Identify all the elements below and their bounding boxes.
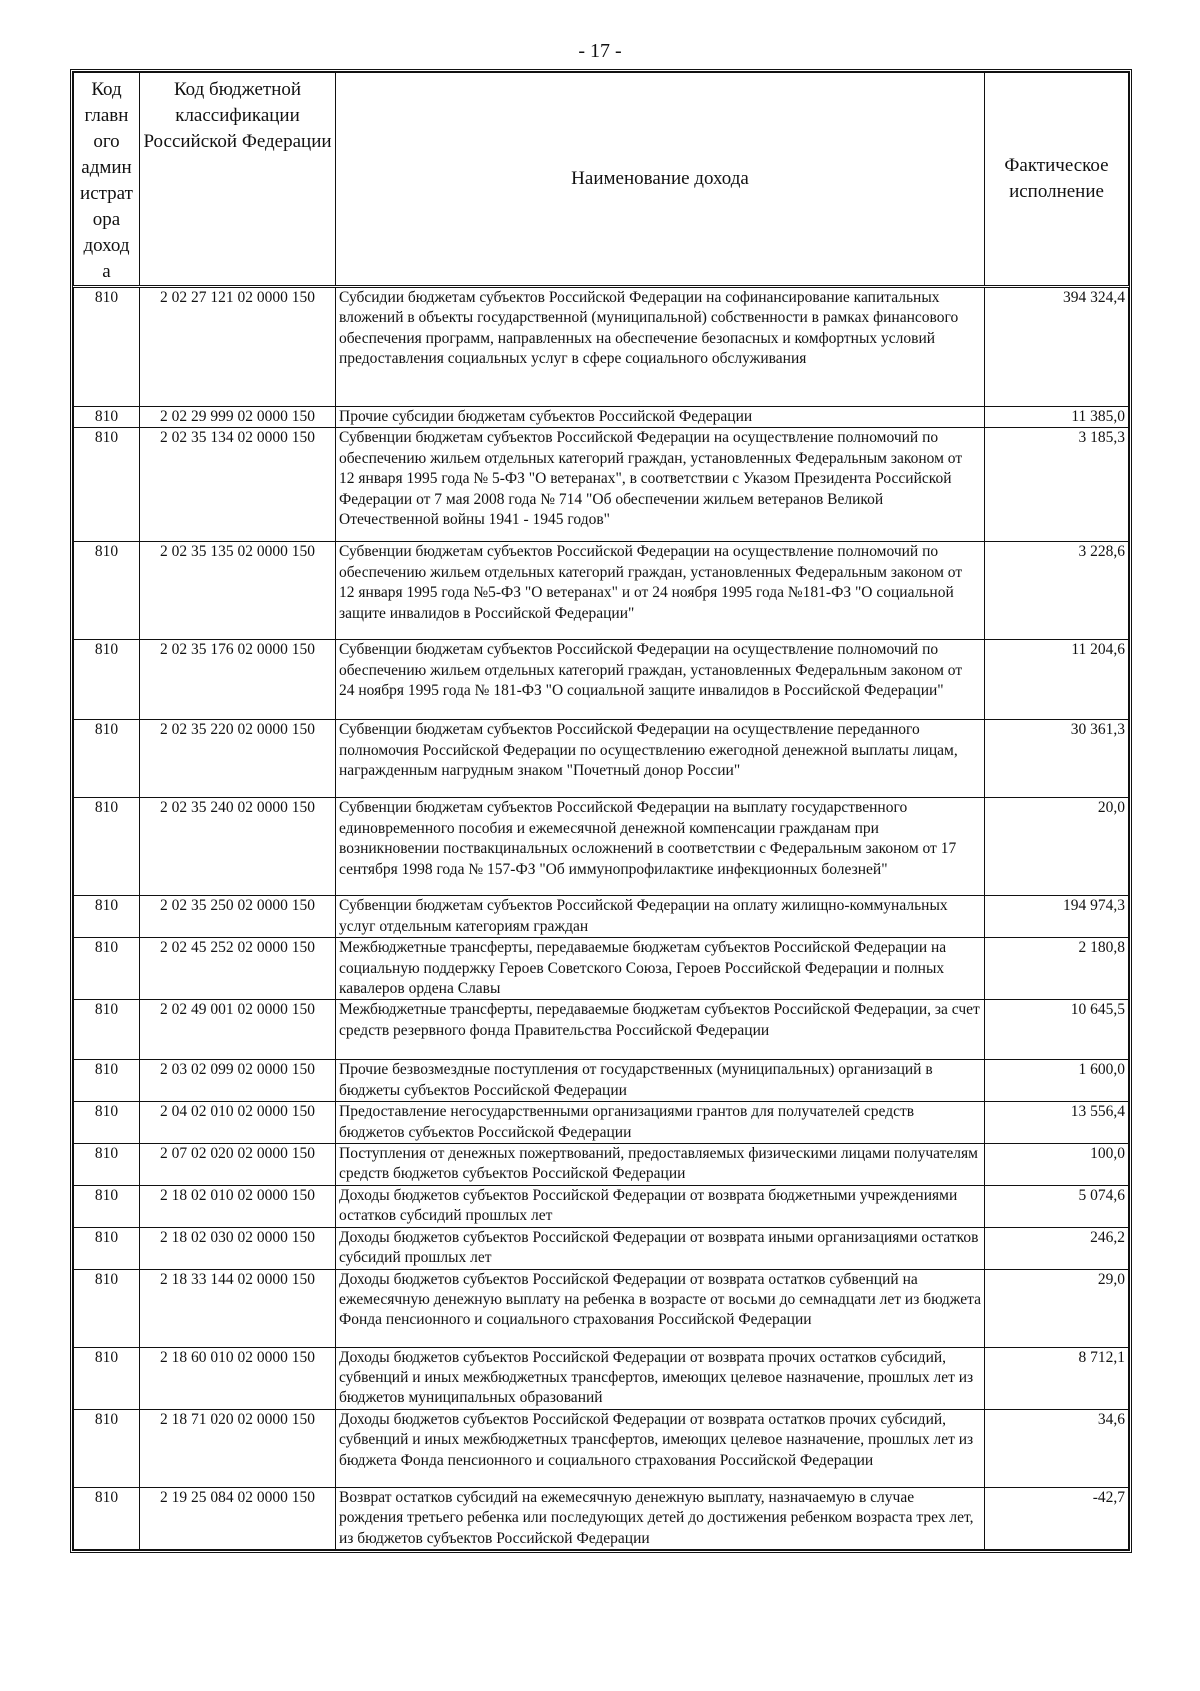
- cell-budget-code: 2 18 33 144 02 0000 150: [140, 1269, 336, 1347]
- cell-actual-amount: 29,0: [985, 1269, 1129, 1347]
- cell-income-name: Возврат остатков субсидий на ежемесячную денежную выплату, назначаемую в случае рождения третьего ребенка или последующих детей до достижения ребенком возраста трех лет, из бюджетов субъектов Российской Федерации: [336, 1487, 985, 1549]
- cell-budget-code: 2 18 02 010 02 0000 150: [140, 1185, 336, 1227]
- cell-admin-code: 810: [74, 1269, 140, 1347]
- cell-budget-code: 2 02 45 252 02 0000 150: [140, 938, 336, 1000]
- table-header: [74, 73, 1129, 287]
- cell-actual-amount: 100,0: [985, 1144, 1129, 1186]
- cell-actual-amount: 5 074,6: [985, 1185, 1129, 1227]
- cell-income-name: Субвенции бюджетам субъектов Российской Федерации на осуществление переданного полномочия Российской Федерации по осуществлению ежегодной денежной выплаты лицам, награжденным нагрудным знаком "Почетный донор России": [336, 720, 985, 798]
- cell-income-name: Межбюджетные трансферты, передаваемые бюджетам субъектов Российской Федерации, за счет средств резервного фонда Правительства Российской Федерации: [336, 1000, 985, 1060]
- header-admin-code: Код главн ого админ истрат ора доход а: [74, 73, 140, 287]
- cell-actual-amount: 194 974,3: [985, 896, 1129, 938]
- table-row: [74, 1060, 1129, 1102]
- cell-income-name: Доходы бюджетов субъектов Российской Федерации от возврата остатков субвенций на ежемесячную денежную выплату на ребенка в возрасте от восьми до семнадцати лет из бюджета Фонда пенсионного и социального страхования Российской Федерации: [336, 1269, 985, 1347]
- cell-budget-code: 2 02 35 240 02 0000 150: [140, 798, 336, 896]
- cell-admin-code: 810: [74, 1347, 140, 1409]
- cell-admin-code: 810: [74, 407, 140, 428]
- cell-budget-code: 2 02 27 121 02 0000 150: [140, 287, 336, 407]
- table-row: [74, 1185, 1129, 1227]
- table-row: [74, 896, 1129, 938]
- table-body: [74, 287, 1129, 1550]
- cell-actual-amount: 246,2: [985, 1227, 1129, 1269]
- cell-admin-code: 810: [74, 1144, 140, 1186]
- cell-admin-code: 810: [74, 1185, 140, 1227]
- table-row: [74, 1000, 1129, 1060]
- cell-actual-amount: 11 385,0: [985, 407, 1129, 428]
- cell-admin-code: 810: [74, 640, 140, 720]
- cell-budget-code: 2 07 02 020 02 0000 150: [140, 1144, 336, 1186]
- cell-admin-code: 810: [74, 428, 140, 542]
- cell-income-name: Субвенции бюджетам субъектов Российской Федерации на осуществление полномочий по обеспечению жильем отдельных категорий граждан, установленных Федеральным законом от 12 января 1995 года №5-ФЗ "О ветеранах" и от 24 ноября 1995 года №181-ФЗ "О социальной защите инвалидов в Российской Федерации": [336, 542, 985, 640]
- cell-income-name: Субвенции бюджетам субъектов Российской Федерации на выплату государственного единовременного пособия и ежемесячной денежной компенсации гражданам при возникновении поствакцинальных осложнений в соответствии с Федеральным законом от 17 сентября 1998 года № 157-ФЗ "Об иммунопрофилактике инфекционных болезней": [336, 798, 985, 896]
- cell-budget-code: 2 02 49 001 02 0000 150: [140, 1000, 336, 1060]
- cell-income-name: Межбюджетные трансферты, передаваемые бюджетам субъектов Российской Федерации на социальную поддержку Героев Советского Союза, Героев Российской Федерации и полных кавалеров ордена Славы: [336, 938, 985, 1000]
- table-row: [74, 1227, 1129, 1269]
- cell-budget-code: 2 04 02 010 02 0000 150: [140, 1102, 336, 1144]
- cell-budget-code: 2 18 02 030 02 0000 150: [140, 1227, 336, 1269]
- cell-income-name: Доходы бюджетов субъектов Российской Федерации от возврата остатков прочих субсидий, субвенций и иных межбюджетных трансфертов, имеющих целевое назначение, прошлых лет из бюджета Фонда пенсионного и социального страхования Российской Федерации: [336, 1409, 985, 1487]
- cell-income-name: Поступления от денежных пожертвований, предоставляемых физическими лицами получателям средств бюджетов субъектов Российской Федерации: [336, 1144, 985, 1186]
- cell-actual-amount: 20,0: [985, 798, 1129, 896]
- page-number: - 17 -: [578, 40, 622, 62]
- cell-actual-amount: 1 600,0: [985, 1060, 1129, 1102]
- table-row: [74, 938, 1129, 1000]
- cell-admin-code: 810: [74, 798, 140, 896]
- cell-actual-amount: 11 204,6: [985, 640, 1129, 720]
- cell-admin-code: 810: [74, 1487, 140, 1549]
- table-row: [74, 640, 1129, 720]
- cell-admin-code: 810: [74, 1102, 140, 1144]
- cell-income-name: Субсидии бюджетам субъектов Российской Федерации на софинансирование капитальных вложений в объекты государственной (муниципальной) собственности в рамках финансового обеспечения программ, направленных на обеспечение безопасных и комфортных условий предоставления социальных услуг в сфере социального обслуживания: [336, 287, 985, 407]
- cell-admin-code: 810: [74, 1227, 140, 1269]
- cell-actual-amount: 30 361,3: [985, 720, 1129, 798]
- table-row: [74, 287, 1129, 407]
- table-row: [74, 1269, 1129, 1347]
- cell-budget-code: 2 02 35 134 02 0000 150: [140, 428, 336, 542]
- cell-income-name: Прочие безвозмездные поступления от государственных (муниципальных) организаций в бюджеты субъектов Российской Федерации: [336, 1060, 985, 1102]
- table-row: [74, 798, 1129, 896]
- cell-actual-amount: 394 324,4: [985, 287, 1129, 407]
- cell-actual-amount: -42,7: [985, 1487, 1129, 1549]
- cell-admin-code: 810: [74, 896, 140, 938]
- cell-budget-code: 2 02 35 135 02 0000 150: [140, 542, 336, 640]
- cell-income-name: Субвенции бюджетам субъектов Российской Федерации на осуществление полномочий по обеспечению жильем отдельных категорий граждан, установленных Федеральным законом от 24 ноября 1995 года № 181-ФЗ "О социальной защите инвалидов в Российской Федерации": [336, 640, 985, 720]
- table-row: [74, 407, 1129, 428]
- table-row: [74, 720, 1129, 798]
- cell-budget-code: 2 02 35 176 02 0000 150: [140, 640, 336, 720]
- cell-budget-code: 2 02 35 220 02 0000 150: [140, 720, 336, 798]
- cell-budget-code: 2 18 71 020 02 0000 150: [140, 1409, 336, 1487]
- header-income-name: Наименование дохода: [336, 73, 985, 287]
- cell-income-name: Субвенции бюджетам субъектов Российской Федерации на оплату жилищно-коммунальных услуг отдельным категориям граждан: [336, 896, 985, 938]
- cell-actual-amount: 2 180,8: [985, 938, 1129, 1000]
- cell-income-name: Субвенции бюджетам субъектов Российской Федерации на осуществление полномочий по обеспечению жильем отдельных категорий граждан, установленных Федеральным законом от 12 января 1995 года № 5-ФЗ "О ветеранах", в соответствии с Указом Президента Российской Федерации от 7 мая 2008 года № 714 "Об обеспечении жильем ветеранов Великой Отечественной войны 1941 - 1945 годов": [336, 428, 985, 542]
- cell-admin-code: 810: [74, 1000, 140, 1060]
- cell-actual-amount: 10 645,5: [985, 1000, 1129, 1060]
- header-actual-amount: Фактическое исполнение: [985, 73, 1129, 287]
- cell-admin-code: 810: [74, 287, 140, 407]
- cell-actual-amount: 3 185,3: [985, 428, 1129, 542]
- cell-budget-code: 2 18 60 010 02 0000 150: [140, 1347, 336, 1409]
- table-row: [74, 1409, 1129, 1487]
- cell-income-name: Доходы бюджетов субъектов Российской Федерации от возврата иными организациями остатков субсидий прошлых лет: [336, 1227, 985, 1269]
- cell-admin-code: 810: [74, 1409, 140, 1487]
- cell-income-name: Доходы бюджетов субъектов Российской Федерации от возврата прочих остатков субсидий, субвенций и иных межбюджетных трансфертов, имеющих целевое назначение, прошлых лет из бюджетов муниципальных образований: [336, 1347, 985, 1409]
- table-row: [74, 428, 1129, 542]
- cell-admin-code: 810: [74, 938, 140, 1000]
- cell-income-name: Предоставление негосударственными организациями грантов для получателей средств бюджетов субъектов Российской Федерации: [336, 1102, 985, 1144]
- cell-budget-code: 2 19 25 084 02 0000 150: [140, 1487, 336, 1549]
- header-budget-code: Код бюджетной классификации Российской Федерации: [140, 73, 336, 287]
- cell-admin-code: 810: [74, 1060, 140, 1102]
- cell-actual-amount: 3 228,6: [985, 542, 1129, 640]
- table-row: [74, 1144, 1129, 1186]
- cell-income-name: Прочие субсидии бюджетам субъектов Российской Федерации: [336, 407, 985, 428]
- cell-income-name: Доходы бюджетов субъектов Российской Федерации от возврата бюджетными учреждениями остатков субсидий прошлых лет: [336, 1185, 985, 1227]
- income-table: [73, 72, 1129, 1550]
- table-row: [74, 1347, 1129, 1409]
- cell-actual-amount: 34,6: [985, 1409, 1129, 1487]
- cell-budget-code: 2 02 29 999 02 0000 150: [140, 407, 336, 428]
- cell-actual-amount: 13 556,4: [985, 1102, 1129, 1144]
- cell-budget-code: 2 03 02 099 02 0000 150: [140, 1060, 336, 1102]
- cell-budget-code: 2 02 35 250 02 0000 150: [140, 896, 336, 938]
- table-row: [74, 1487, 1129, 1549]
- cell-admin-code: 810: [74, 720, 140, 798]
- table-row: [74, 542, 1129, 640]
- cell-actual-amount: 8 712,1: [985, 1347, 1129, 1409]
- table-row: [74, 1102, 1129, 1144]
- cell-admin-code: 810: [74, 542, 140, 640]
